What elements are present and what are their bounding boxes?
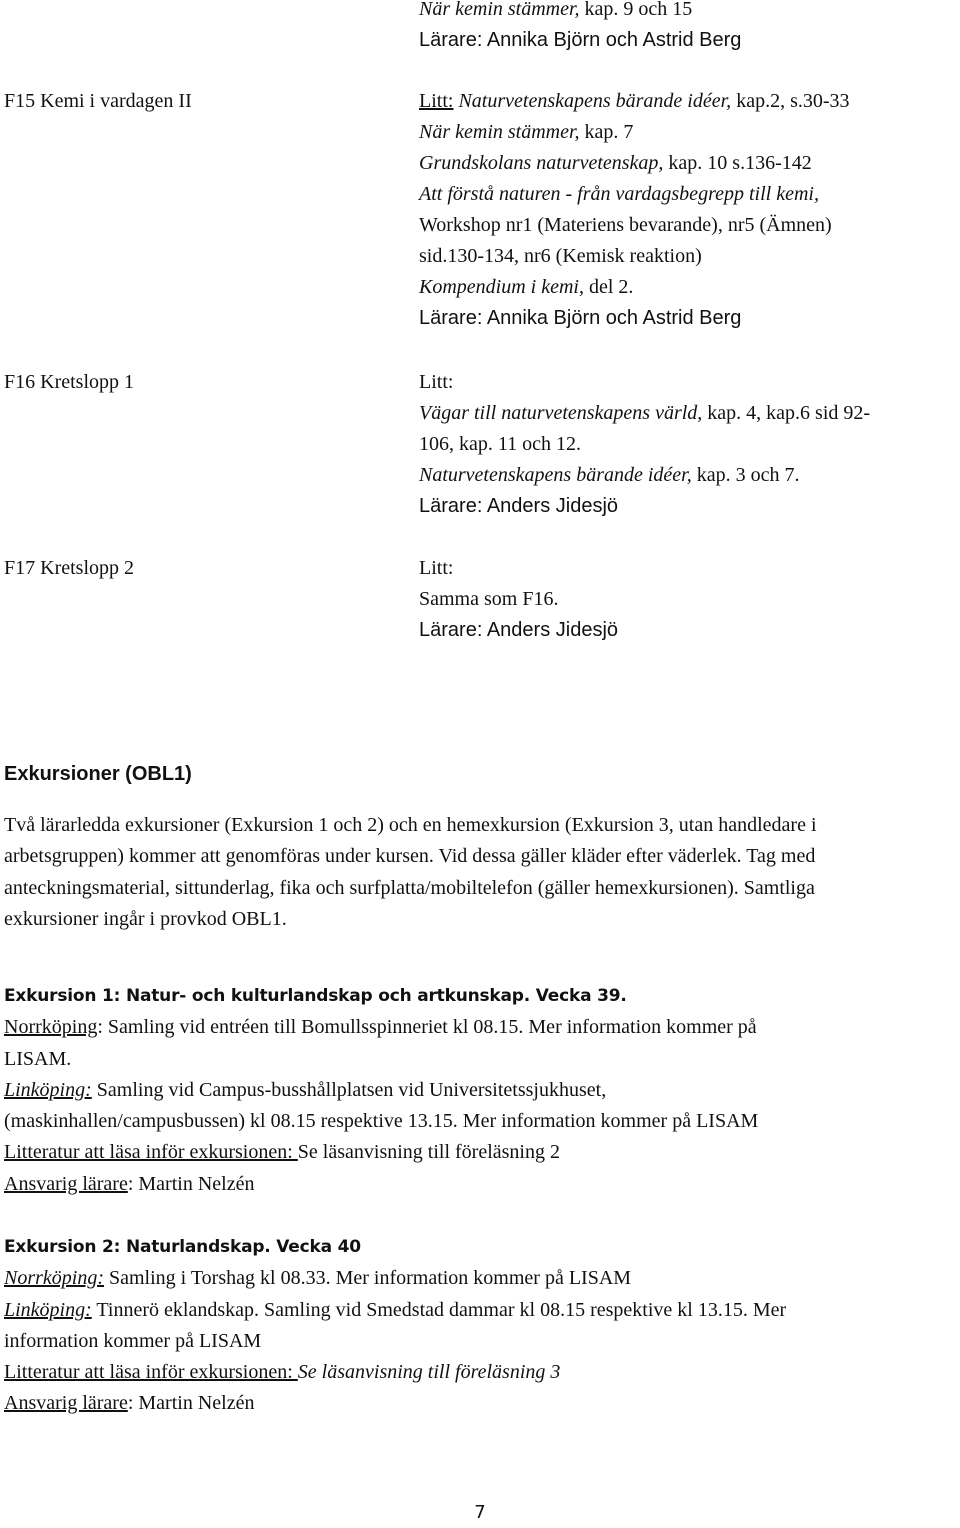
ex1-linkoping: Linköping: Samling vid Campus-busshållplatsen vid Universitetssjukhuset, bbox=[4, 1078, 607, 1101]
f17-litt: Litt: bbox=[419, 557, 454, 579]
f16-litt: Litt: bbox=[419, 371, 454, 393]
f16-line-3: Naturvetenskapens bärande idéer, kap. 3 och 7. bbox=[419, 464, 800, 486]
paragraph-line: Två lärarledda exkursioner (Exkursion 1 och 2) och en hemexkursion (Exkursion 3, utan handledare i bbox=[4, 814, 817, 836]
ex1-litteratur: Litteratur att läsa inför exkursionen: Se läsanvisning till föreläsning 2 bbox=[4, 1141, 560, 1164]
exkursion-1 bbox=[4, 981, 959, 1200]
ex2-linkoping: Linköping: Tinnerö eklandskap. Samling vid Smedstad dammar kl 08.15 respektive kl 13.15. Mer bbox=[4, 1298, 787, 1321]
ex1-ansvarig: Ansvarig lärare: Martin Nelzén bbox=[4, 1172, 255, 1195]
f15-line-2: När kemin stämmer, kap. 7 bbox=[419, 121, 634, 143]
f15-line-3: Grundskolans naturvetenskap, kap. 10 s.136-142 bbox=[419, 152, 812, 174]
ex2-linkoping-cont: information kommer på LISAM bbox=[4, 1329, 262, 1352]
paragraph-line: exkursioner ingår i provkod OBL1. bbox=[4, 907, 287, 930]
ex2-litteratur: Litteratur att läsa inför exkursionen: Se läsanvisning till föreläsning 3 bbox=[4, 1361, 561, 1384]
f15-line-1: Litt: Naturvetenskapens bärande idéer, kap.2, s.30-33 bbox=[419, 90, 850, 112]
exkursion-2 bbox=[4, 1232, 959, 1420]
f16-teacher: Lärare: Anders Jidesjö bbox=[419, 495, 619, 517]
f15-line-7: Kompendium i kemi, del 2. bbox=[419, 276, 634, 298]
exkursion-2-heading: Exkursion 2: Naturlandskap. Vecka 40 bbox=[4, 1237, 361, 1257]
paragraph-line: arbetsgruppen) kommer att genomföras under kursen. Vid dessa gäller kläder efter väderlek. Tag med bbox=[4, 845, 816, 868]
ex1-norrkoping-cont: LISAM. bbox=[4, 1047, 72, 1070]
ex2-norrkoping: Norrköping: Samling i Torshag kl 08.33. Mer information kommer på LISAM bbox=[4, 1267, 632, 1290]
exkursion-1-heading: Exkursion 1: Natur- och kulturlandskap och artkunskap. Vecka 39. bbox=[4, 986, 627, 1006]
f15-line-6: sid.130-134, nr6 (Kemisk reaktion) bbox=[419, 245, 702, 267]
f15-line-4: Att förstå naturen - från vardagsbegrepp till kemi, bbox=[419, 183, 819, 205]
top-block bbox=[419, 0, 741, 56]
f15-details bbox=[419, 86, 850, 334]
f16-line-1: Vägar till naturvetenskapens värld, kap. 4, kap.6 sid 92- bbox=[419, 402, 871, 424]
ex1-linkoping-cont: (maskinhallen/campusbussen) kl 08.15 respektive 13.15. Mer information kommer på LISAM bbox=[4, 1110, 759, 1133]
f15-line-5: Workshop nr1 (Materiens bevarande), nr5 (Ämnen) bbox=[419, 214, 832, 236]
ex1-norrkoping: Norrköping: Samling vid entréen till Bomullsspinneriet kl 08.15. Mer information kommer på bbox=[4, 1016, 757, 1039]
paragraph-line: anteckningsmaterial, sittunderlag, fika och surfplatta/mobiltelefon (gäller hemexkursionen). Samtliga bbox=[4, 876, 815, 899]
top-line-1: När kemin stämmer, kap. 9 och 15 bbox=[419, 0, 693, 20]
f16-details bbox=[419, 367, 870, 522]
f17-label: F17 Kretslopp 2 bbox=[4, 557, 134, 579]
f17-line-1: Samma som F16. bbox=[419, 588, 559, 610]
f16-line-2: 106, kap. 11 och 12. bbox=[419, 433, 582, 455]
page-number: 7 bbox=[474, 1502, 486, 1523]
f15-label: F15 Kemi i vardagen II bbox=[4, 90, 192, 112]
f16-label: F16 Kretslopp 1 bbox=[4, 371, 134, 393]
ex2-ansvarig: Ansvarig lärare: Martin Nelzén bbox=[4, 1392, 255, 1415]
f17-teacher: Lärare: Anders Jidesjö bbox=[419, 619, 619, 641]
f15-teacher: Lärare: Annika Björn och Astrid Berg bbox=[419, 307, 742, 329]
top-teacher: Lärare: Annika Björn och Astrid Berg bbox=[419, 29, 742, 51]
f17-details bbox=[419, 553, 618, 646]
exkursioner-heading: Exkursioner (OBL1) bbox=[4, 763, 192, 785]
exkursioner-paragraph bbox=[4, 810, 959, 935]
